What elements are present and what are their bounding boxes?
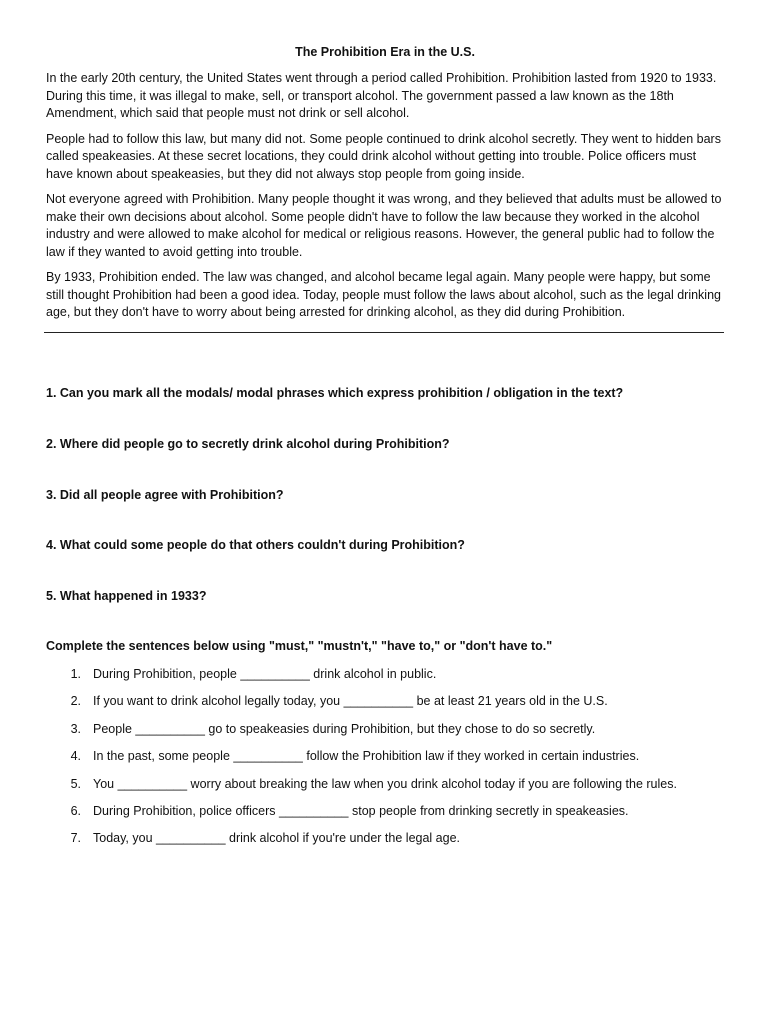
paragraph-3: Not everyone agreed with Prohibition. Many people thought it was wrong, and they believed that adults must be allowed to make their own decisions about alcohol. Some people didn't have to follow the law because they worked in the alcohol industry and were allowed to make alcohol for medical or religious reasons. However, the general public had to follow the law if they wanted to avoid getting into trouble.	[46, 192, 722, 259]
exercise-list	[46, 666, 724, 858]
paragraph-1: In the early 20th century, the United States went through a period called Prohibition. Prohibition lasted from 1920 to 1933. During this time, it was illegal to make, sell, or transport alcohol. The government passed a law known as the 18th Amendment, which said that people must not drink or sell alcohol.	[46, 71, 717, 120]
exercise-item-number: 5.	[70, 776, 81, 791]
question-2: 2. Where did people go to secretly drink alcohol during Prohibition?	[46, 437, 450, 451]
exercise-item-number: 7.	[70, 831, 81, 846]
exercise-item-number: 4.	[70, 749, 81, 764]
exercise-item-text: During Prohibition, police officers __________ stop people from drinking secretly in speakeasies.	[93, 803, 629, 818]
exercise-item-text: You __________ worry about breaking the law when you drink alcohol today if you are following the rules.	[93, 776, 677, 791]
exercise-item-number: 3.	[70, 721, 81, 736]
paragraph-2: People had to follow this law, but many did not. Some people continued to drink alcohol secretly. They went to hidden bars called speakeasies. At these secret locations, they could drink alcohol without getting into trouble. Police officers must have known about speakeasies, but they did not always stop people from going inside.	[46, 131, 721, 181]
exercise-item	[46, 666, 724, 693]
exercise-item-text: If you want to drink alcohol legally today, you __________ be at least 21 years old in the U.S.	[93, 694, 608, 709]
exercise-item	[46, 803, 724, 830]
exercise-item-text: During Prohibition, people __________ drink alcohol in public.	[93, 667, 437, 681]
question-3: 3. Did all people agree with Prohibition?	[46, 488, 284, 502]
paragraph-4: By 1933, Prohibition ended. The law was changed, and alcohol became legal again. Many people were happy, but some still thought Prohibition had been a good idea. Today, people must follow the laws about alcohol, such as the legal drinking age, but they don't have to worry about being arrested for drinking alcohol, as they did during Prohibition.	[46, 270, 721, 319]
exercise-item-number: 2.	[70, 694, 81, 709]
exercise-item	[46, 693, 724, 720]
document-title: The Prohibition Era in the U.S.	[295, 45, 475, 59]
exercise-item	[46, 830, 724, 857]
questions-section	[46, 385, 724, 905]
exercise-item	[46, 721, 724, 748]
exercise-item-number: 6.	[70, 803, 81, 818]
exercise-item	[46, 748, 724, 775]
section-divider	[44, 332, 724, 333]
question-5: 5. What happened in 1933?	[46, 589, 207, 603]
exercise-item-text: Today, you __________ drink alcohol if you're under the legal age.	[93, 831, 460, 846]
exercise-item-text: In the past, some people __________ follow the Prohibition law if they worked in certain industries.	[93, 749, 640, 764]
exercise-item	[46, 776, 724, 803]
worksheet-page	[46, 44, 724, 333]
exercise-instruction: Complete the sentences below using "must," "mustn't," "have to," or "don't have to."	[46, 639, 553, 653]
question-4: 4. What could some people do that others couldn't during Prohibition?	[46, 538, 465, 552]
exercise-item-number: 1.	[70, 667, 81, 681]
exercise-item-text: People __________ go to speakeasies during Prohibition, but they chose to do so secretly.	[93, 721, 596, 736]
question-1: 1. Can you mark all the modals/ modal phrases which express prohibition / obligation in the text?	[46, 386, 624, 400]
